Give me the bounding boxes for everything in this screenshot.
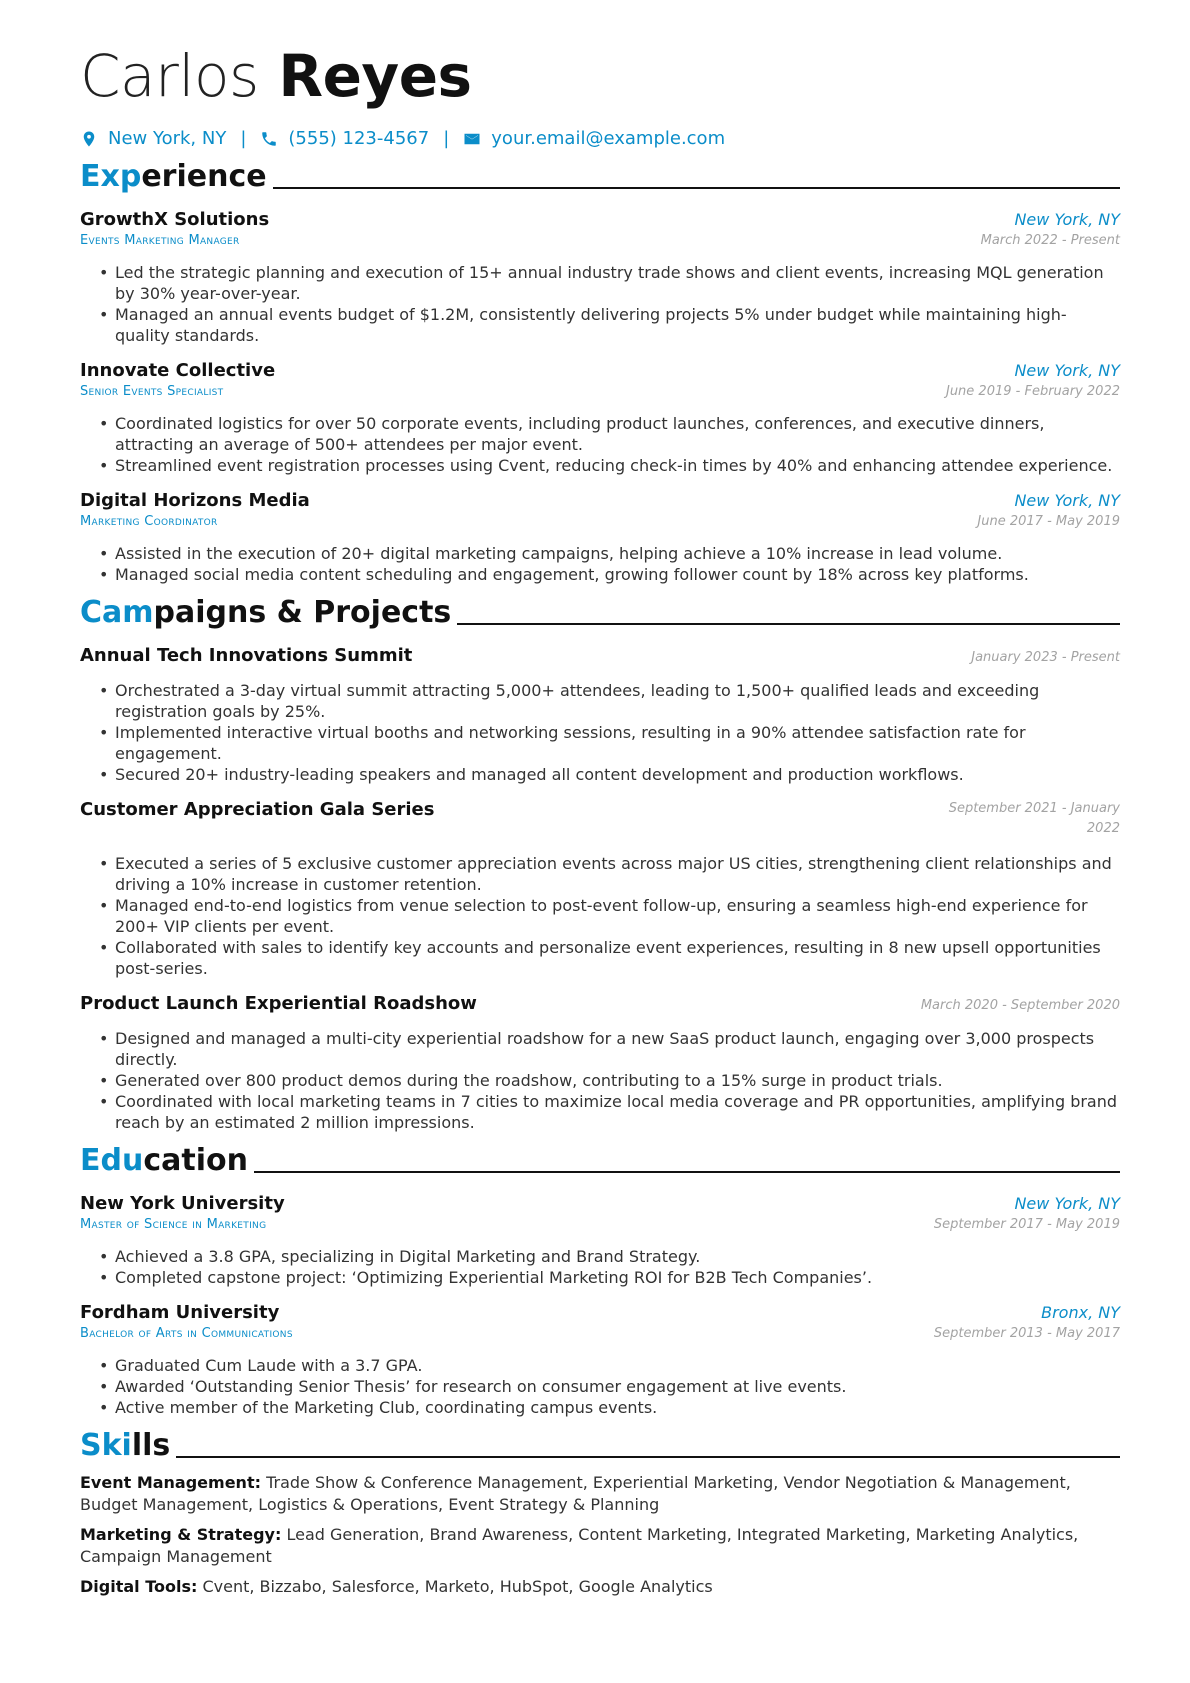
project-dates: January 2023 - Present [971,650,1120,665]
bullet-item: • Completed capstone project: ‘Optimizing Experiential Marketing ROI for B2B Tech Companies’. [115,1267,1120,1288]
project-dates: September 2021 - January 2022 [948,801,1120,836]
education-entry [80,1302,1120,1418]
skill-label: Marketing & Strategy: [80,1525,282,1544]
project-dates: March 2020 - September 2020 [920,998,1120,1013]
skill-text: Cvent, Bizzabo, Salesforce, Marketo, HubSpot, Google Analytics [202,1577,713,1596]
bullet-list [80,680,1120,785]
bullet-item: • Secured 20+ industry-leading speakers and managed all content development and production workflows. [115,764,1120,785]
skill-label: Digital Tools: [80,1577,198,1596]
bullet-item: • Implemented interactive virtual booths and networking sessions, resulting in a 90% attendee satisfaction rate for engagement. [115,722,1120,764]
phone-item[interactable] [260,128,429,149]
education-entry [80,1193,1120,1288]
experience-entry [80,360,1120,476]
email-item[interactable] [463,128,725,149]
contact-bar [80,128,1120,149]
bullet-item: • Streamlined event registration processes using Cvent, reducing check-in times by 40% and enhancing attendee experience. [115,455,1120,476]
bullet-list [80,1355,1120,1418]
school-name: New York University [80,1193,285,1214]
job-dates: March 2022 - Present [980,233,1120,248]
job-title: Events Marketing Manager [80,233,240,248]
company-name: Digital Horizons Media [80,490,310,511]
bullet-list [80,1028,1120,1133]
job-location: New York, NY [1014,491,1120,510]
candidate-name [80,42,1120,110]
envelope-icon [463,130,481,148]
job-dates: June 2017 - May 2019 [977,514,1120,529]
project-name: Annual Tech Innovations Summit [80,645,413,666]
school-location: New York, NY [1014,1194,1120,1213]
skill-group [80,1576,1120,1598]
job-location: New York, NY [1014,361,1120,380]
contact-separator: | [443,128,450,149]
bullet-list [80,413,1120,476]
bullet-item: • Active member of the Marketing Club, coordinating campus events. [115,1397,1120,1418]
degree: Master of Science in Marketing [80,1217,267,1232]
project-name: Customer Appreciation Gala Series [80,799,435,820]
bullet-item: • Achieved a 3.8 GPA, specializing in Digital Marketing and Brand Strategy. [115,1246,1120,1267]
project-entry [80,799,1120,979]
bullet-item: • Managed social media content scheduling and engagement, growing follower count by 18% across key platforms. [115,564,1120,585]
section-divider [273,187,1120,189]
section-divider [457,623,1120,625]
skill-group [80,1524,1120,1568]
project-name: Product Launch Experiential Roadshow [80,993,477,1014]
bullet-item: • Led the strategic planning and execution of 15+ annual industry trade shows and client events, increasing MQL generation by 30% year-over-year. [115,262,1120,304]
bullet-item: • Managed an annual events budget of $1.2M, consistently delivering projects 5% under budget while maintaining high-quality standards. [115,304,1120,346]
phone-icon [260,130,278,148]
bullet-item: • Coordinated with local marketing teams in 7 cities to maximize local media coverage and PR opportunities, amplifying brand reach by an estimated 2 million impressions. [115,1091,1120,1133]
map-pin-icon [80,130,98,148]
email-link[interactable]: your.email@example.com [491,128,726,149]
experience-entry [80,490,1120,585]
bullet-item: • Generated over 800 product demos during the roadshow, contributing to a 15% surge in product trials. [115,1070,1120,1091]
bullet-list [80,543,1120,585]
skill-text: Lead Generation, Brand Awareness, Content Marketing, Integrated Marketing, Marketing Analytics, Campaign Management [80,1525,1079,1566]
contact-separator: | [240,128,247,149]
degree: Bachelor of Arts in Communications [80,1326,293,1341]
education-dates: September 2013 - May 2017 [933,1326,1120,1341]
experience-section-heading [80,159,1120,195]
bullet-item: • Designed and managed a multi-city experiential roadshow for a new SaaS product launch, engaging over 3,000 prospects directly. [115,1028,1120,1070]
skills-section-heading [80,1428,1120,1464]
phone-text[interactable]: (555) 123-4567 [288,128,430,149]
job-location: New York, NY [1014,210,1120,229]
section-title: Education [80,1143,248,1178]
section-divider [254,1171,1120,1173]
project-entry [80,645,1120,785]
job-dates: June 2019 - February 2022 [945,384,1120,399]
education-section-heading [80,1143,1120,1179]
bullet-list [80,853,1120,979]
bullet-item: • Graduated Cum Laude with a 3.7 GPA. [115,1355,1120,1376]
location-item [80,128,226,149]
bullet-item: • Executed a series of 5 exclusive customer appreciation events across major US cities, strengthening client relationships and driving a 10% increase in customer retention. [115,853,1120,895]
skill-label: Event Management: [80,1473,261,1492]
skill-group [80,1472,1120,1516]
bullet-item: • Awarded ‘Outstanding Senior Thesis’ for research on consumer engagement at live events. [115,1376,1120,1397]
section-title: Campaigns & Projects [80,595,452,630]
bullet-item: • Collaborated with sales to identify key accounts and personalize event experiences, resulting in 8 new upsell opportunities post-series. [115,937,1120,979]
education-dates: September 2017 - May 2019 [933,1217,1120,1232]
bullet-item: • Managed end-to-end logistics from venue selection to post-event follow-up, ensuring a seamless high-end experience for 200+ VIP clients per event. [115,895,1120,937]
projects-section-heading [80,595,1120,631]
section-title: Experience [80,159,267,194]
experience-entry [80,209,1120,346]
skill-text: Trade Show & Conference Management, Experiential Marketing, Vendor Negotiation & Management, Budget Management, Logistics & Operations, Event Strategy & Planning [80,1473,1071,1514]
school-name: Fordham University [80,1302,280,1323]
company-name: GrowthX Solutions [80,209,270,230]
job-title: Marketing Coordinator [80,514,218,529]
section-divider [176,1456,1120,1458]
bullet-item: • Assisted in the execution of 20+ digital marketing campaigns, helping achieve a 10% increase in lead volume. [115,543,1120,564]
section-title: Skills [80,1428,171,1463]
project-entry [80,993,1120,1133]
last-name: Reyes [278,42,472,110]
company-name: Innovate Collective [80,360,276,381]
job-title: Senior Events Specialist [80,384,224,399]
bullet-list [80,1246,1120,1288]
bullet-list [80,262,1120,346]
bullet-item: • Orchestrated a 3-day virtual summit attracting 5,000+ attendees, leading to 1,500+ qualified leads and exceeding registration goals by 25%. [115,680,1120,722]
bullet-item: • Coordinated logistics for over 50 corporate events, including product launches, conferences, and executive dinners, attracting an average of 500+ attendees per major event. [115,413,1120,455]
first-name: Carlos [80,42,259,110]
school-location: Bronx, NY [1041,1303,1120,1322]
location-text: New York, NY [108,128,227,149]
